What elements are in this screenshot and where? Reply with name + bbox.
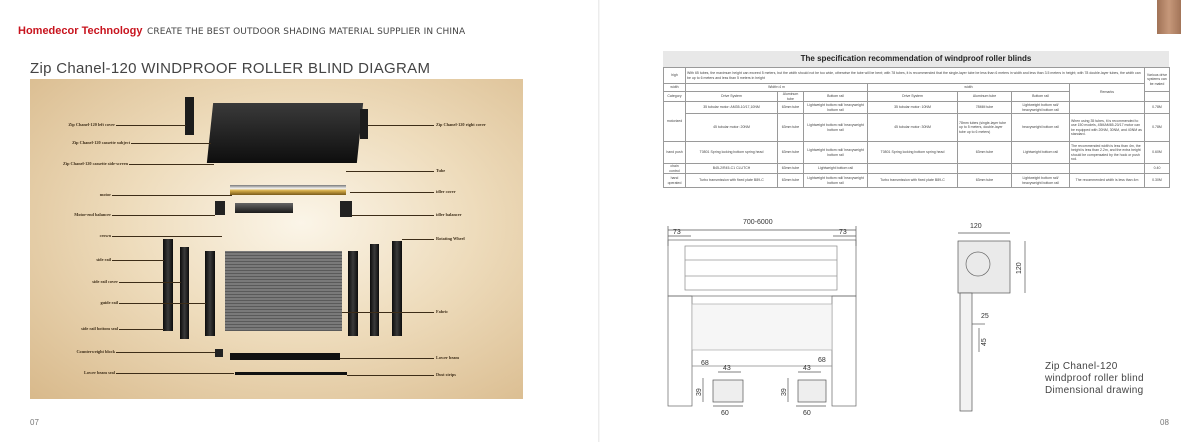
dim-120-vertical: 120 bbox=[1016, 262, 1023, 274]
rail2-cell: heavyweight bottom rail bbox=[1012, 114, 1070, 142]
cassette-section bbox=[958, 241, 1010, 293]
right-side-rail bbox=[832, 296, 856, 406]
leader-guide-rail bbox=[119, 303, 206, 304]
drive-system-header-2: Drive System bbox=[868, 92, 958, 102]
label-dust-strips: Dust strips bbox=[436, 372, 456, 377]
rail1-cell: Lightweight bottom rail/ heavyweight bottom rail bbox=[804, 174, 868, 188]
right-cover-part bbox=[360, 109, 368, 139]
drive1-cell: T0801 Spring locking bottom spring head bbox=[686, 142, 778, 164]
drive1-cell: 35 tubular motor: AM35-10/17,10NM bbox=[686, 102, 778, 114]
label-side-rail: side rail bbox=[96, 257, 111, 262]
value-cell: 0.78M bbox=[1145, 114, 1170, 142]
drive2-cell: T0801 Spring locking bottom spring head bbox=[868, 142, 958, 164]
diagram-title: Zip Chanel-120 WINDPROOF ROLLER BLIND DIAGRAM bbox=[30, 60, 431, 77]
cassette-elevation bbox=[668, 240, 856, 296]
label-tube: Tube bbox=[436, 168, 446, 173]
dim-39-right: 39 bbox=[781, 388, 788, 396]
drive1-cell: 45 tubular motor: 20NM bbox=[686, 114, 778, 142]
leader-crown bbox=[112, 236, 222, 237]
lower-beam-part bbox=[230, 353, 340, 360]
tube1-cell: 63mm tube bbox=[778, 102, 804, 114]
caption-line-1: Zip Chanel-120 bbox=[1045, 361, 1118, 372]
label-guide-rail: guide rail bbox=[100, 300, 118, 305]
width-label: width bbox=[664, 84, 686, 92]
label-fabric: Fabric bbox=[436, 309, 449, 314]
fabric-panel bbox=[692, 304, 832, 350]
rail1-cell: Lightweight bottom rail/ heavyweight bottom rail bbox=[804, 142, 868, 164]
rail2-cell: Lightweight bottom rail/ heavyweight bottom rail bbox=[1012, 174, 1070, 188]
leader-cassette-side-screen bbox=[129, 164, 214, 165]
dust-strips-part bbox=[235, 372, 347, 375]
width-large: width bbox=[868, 84, 1070, 92]
dim-120-horizontal: 120 bbox=[970, 223, 982, 230]
dim-43-left: 43 bbox=[723, 365, 731, 372]
dim-60-right: 60 bbox=[803, 410, 811, 416]
cat-cell: hand operated bbox=[664, 174, 686, 188]
drive1-cell: Turbo transmission with fixed plate B89-C bbox=[686, 174, 778, 188]
dimensional-drawing bbox=[663, 216, 1043, 416]
label-cassette-subject: Zip Chanel-120 cassette subject bbox=[72, 140, 130, 145]
label-right-cover: Zip Chanel-120 right cover bbox=[436, 122, 486, 127]
leader-idler-cover bbox=[350, 192, 434, 193]
rail2-cell: Lightweight bottom rail/ heavyweight bottom rail bbox=[1012, 102, 1070, 114]
leader-motor bbox=[112, 195, 232, 196]
value-cell: 0.40 bbox=[1145, 164, 1170, 174]
profile-left bbox=[713, 380, 743, 402]
value-cell: 0.30M bbox=[1145, 174, 1170, 188]
leader-cassette-subject bbox=[131, 143, 211, 144]
drive-system-header-1: Drive System bbox=[686, 92, 778, 102]
aluminum-tube-header-1: Aluminum tube bbox=[778, 92, 804, 102]
cat-cell: hand push bbox=[664, 142, 686, 164]
various-drive-note: Various drive systems can be mated bbox=[1145, 68, 1170, 92]
leader-fabric bbox=[342, 312, 434, 313]
drive1-cell: B45-2/R45-C1 CLUTCH bbox=[686, 164, 778, 174]
leader-lower-beam-seal bbox=[116, 373, 234, 374]
dim-45: 45 bbox=[981, 338, 988, 346]
tube2-cell: 63mm tube bbox=[958, 142, 1012, 164]
label-idler-cover: idler cover bbox=[436, 189, 456, 194]
aluminum-tube-header-2: Aluminum tube bbox=[958, 92, 1012, 102]
remark-cell bbox=[1070, 102, 1145, 114]
remark-cell: When using 35 tubes, it is recommended to use 150 models, 45MAM65-20/17 motor can be equipped with 20NM, 30NM, and 40NM as standard. bbox=[1070, 114, 1145, 142]
leader-side-rail-bottom-seal bbox=[119, 329, 164, 330]
tube1-cell: 63mm tube bbox=[778, 164, 804, 174]
label-left-cover: Zip Chanel-120 left cover bbox=[68, 122, 115, 127]
label-cassette-side-screen: Zip Chanel-120 cassette side-screen bbox=[63, 161, 128, 166]
tube-part bbox=[230, 185, 346, 195]
side-rail-part-3 bbox=[205, 251, 215, 336]
leader-rotating-wheel bbox=[402, 239, 434, 240]
label-rotating-wheel: Rotating Wheel bbox=[436, 236, 465, 241]
spec-row bbox=[664, 174, 1170, 188]
rail2-cell: Lightweight bottom rail bbox=[1012, 142, 1070, 164]
side-rail-part-6 bbox=[392, 241, 402, 336]
category-header: Category bbox=[664, 92, 686, 102]
remark-cell: The recommended width is less than 4m bbox=[1070, 174, 1145, 188]
page-number-left: 07 bbox=[30, 418, 39, 427]
tube2-cell bbox=[958, 164, 1012, 174]
remarks-label: Remarks bbox=[1070, 84, 1145, 102]
side-rail-part-4 bbox=[348, 251, 358, 336]
label-counterweight-block: Counterweight block bbox=[76, 349, 115, 354]
tagline: CREATE THE BEST OUTDOOR SHADING MATERIAL SUPPLIER IN CHINA bbox=[147, 27, 466, 37]
value-cell: 0.60M bbox=[1145, 142, 1170, 164]
tube1-cell: 63mm tube bbox=[778, 174, 804, 188]
remark-cell bbox=[1070, 164, 1145, 174]
tube2-cell: 63mm tube bbox=[958, 174, 1012, 188]
page-number-right: 08 bbox=[1160, 418, 1169, 427]
spec-row bbox=[664, 114, 1170, 142]
motor-part bbox=[235, 203, 293, 213]
cat-cell: motorized bbox=[664, 102, 686, 142]
rail1-cell: Lightweight bottom rail/ heavyweight bottom rail bbox=[804, 114, 868, 142]
exploded-diagram-panel bbox=[30, 79, 523, 399]
bottom-rail-header-2: Bottom rail bbox=[1012, 92, 1070, 102]
counterweight-part bbox=[215, 349, 223, 357]
dim-60-left: 60 bbox=[721, 410, 729, 416]
drive2-cell: 45 tubular motor: 30NM bbox=[868, 114, 958, 142]
leader-dust-strips bbox=[347, 375, 434, 376]
dim-25: 25 bbox=[981, 313, 989, 320]
idler-part bbox=[340, 201, 352, 217]
spec-row bbox=[664, 142, 1170, 164]
high-text: With 65 tubes, the maximum height can exceed 5 meters, but the width should not be too wide, otherwise the tube will be bent; with 78 tubes, it is recommended that the single-layer tube be less than 6 meters in width and less than 3.5 meters in height; with 78 double-layer tubes, the width can be up to 6 meters and less than 5 meters in height bbox=[686, 68, 1145, 84]
value-header-blank bbox=[1145, 92, 1170, 102]
label-side-rail-cover: side rail cover bbox=[92, 279, 118, 284]
leader-right-cover bbox=[368, 125, 434, 126]
drive2-cell: Turbo transmission with fixed plate B89-C bbox=[868, 174, 958, 188]
remark-cell: The recommended width is less than 4m, the height is less than 2.2m, and the extra height should be compensated by the hook or push rod. bbox=[1070, 142, 1145, 164]
left-cover-part bbox=[185, 97, 194, 135]
leader-lower-beam bbox=[340, 358, 434, 359]
spec-row-high bbox=[664, 68, 1170, 84]
label-motor: motor bbox=[99, 192, 111, 197]
wood-swatch bbox=[1157, 0, 1181, 34]
label-lower-beam-seal: Lower beam seal bbox=[84, 370, 115, 375]
fabric-part bbox=[225, 251, 342, 331]
bottom-rail-header-1: Bottom rail bbox=[804, 92, 868, 102]
label-side-rail-bottom-seal: side rail bottom seal bbox=[81, 326, 118, 331]
drive2-cell: 35 tubular motor: 10NM bbox=[868, 102, 958, 114]
rail-section bbox=[960, 293, 972, 411]
tube1-cell: 63mm tube bbox=[778, 142, 804, 164]
side-rail-part-1 bbox=[163, 239, 173, 331]
dim-73-left: 73 bbox=[673, 229, 681, 236]
spec-table-title: The specification recommendation of windproof roller blinds bbox=[663, 51, 1169, 67]
profile-right bbox=[798, 380, 826, 402]
dim-width-range: 700-6000 bbox=[743, 219, 773, 226]
spec-row bbox=[664, 102, 1170, 114]
leader-tube bbox=[346, 171, 434, 172]
width-small: Width<4 m bbox=[686, 84, 868, 92]
leader-counterweight-block bbox=[116, 352, 215, 353]
tube2-cell: 78mm tubes (single-layer tube up to 5 meters, double-layer tube up to 6 meters) bbox=[958, 114, 1012, 142]
caption-line-2: windproof roller blind bbox=[1045, 373, 1144, 384]
side-rail-part-2 bbox=[180, 247, 189, 339]
spec-table bbox=[663, 67, 1170, 188]
label-lower-beam: Lower beam bbox=[436, 355, 459, 360]
leader-side-rail bbox=[112, 260, 164, 261]
rail1-cell: Lightweight bottom rail bbox=[804, 164, 868, 174]
value-cell: 0.78M bbox=[1145, 102, 1170, 114]
dim-68-right: 68 bbox=[818, 357, 826, 364]
leader-idler-balancer bbox=[352, 215, 434, 216]
left-side-rail bbox=[668, 296, 692, 406]
spec-row-width bbox=[664, 84, 1170, 92]
spec-row bbox=[664, 164, 1170, 174]
label-idler-balancer: idler balancer bbox=[436, 212, 462, 217]
dim-39-left: 39 bbox=[696, 388, 703, 396]
leader-motor-end-balancer bbox=[112, 215, 215, 216]
side-rail-part-5 bbox=[370, 244, 379, 336]
high-label: high bbox=[664, 68, 686, 84]
cat-cell: chain control bbox=[664, 164, 686, 174]
caption-line-3: Dimensional drawing bbox=[1045, 385, 1144, 396]
rail1-cell: Lightweight bottom rail/ heavyweight bottom rail bbox=[804, 102, 868, 114]
label-crown: crown bbox=[99, 233, 111, 238]
brand-name: Homedecor Technology bbox=[18, 25, 143, 37]
dim-43-right: 43 bbox=[803, 365, 811, 372]
balancer-part bbox=[215, 201, 225, 215]
leader-left-cover bbox=[116, 125, 186, 126]
cassette-inner bbox=[685, 246, 837, 290]
drive2-cell bbox=[868, 164, 958, 174]
drawing-caption bbox=[1045, 361, 1144, 397]
rail2-cell bbox=[1012, 164, 1070, 174]
label-motor-end-balancer: Motor-end balancer bbox=[74, 212, 111, 217]
cassette-part bbox=[207, 103, 363, 163]
dim-73-right: 73 bbox=[839, 229, 847, 236]
tube1-cell: 63mm tube bbox=[778, 114, 804, 142]
dim-68-left: 68 bbox=[701, 360, 709, 367]
tube2-cell: 78MM tube bbox=[958, 102, 1012, 114]
leader-side-rail-cover bbox=[119, 282, 181, 283]
